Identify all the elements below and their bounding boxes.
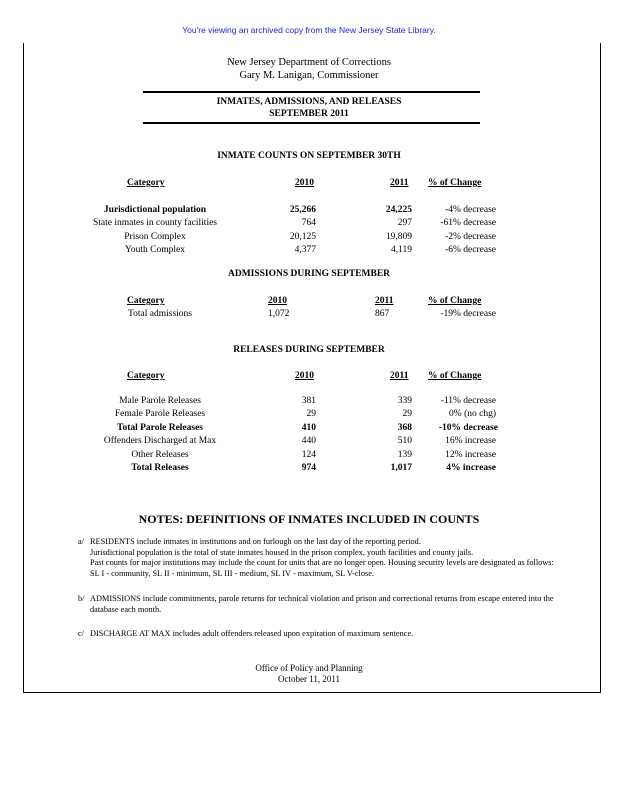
- row-change: -4% decrease: [445, 205, 496, 215]
- row-category: Offenders Discharged at Max: [103, 436, 217, 446]
- row-category: Jurisdictional population: [103, 205, 207, 215]
- department-name: New Jersey Department of Corrections: [227, 57, 391, 68]
- row-change: 12% increase: [445, 450, 496, 460]
- row-2011: 24,225: [385, 205, 412, 215]
- note-body: ADMISSIONS include commitments, parole returns for technical violation and prison and correctional returns from escape entered into the database each month.: [90, 594, 554, 614]
- col-category-header: Category: [127, 296, 165, 306]
- row-change: -10% decrease: [438, 423, 498, 433]
- row-change: -19% decrease: [440, 309, 496, 319]
- row-2011: 19,809: [385, 232, 412, 242]
- note-label: a/: [78, 537, 84, 546]
- col-2011-header: 2011: [390, 178, 409, 188]
- footer-date: October 11, 2011: [277, 674, 341, 684]
- footer-office: Office of Policy and Planning: [255, 663, 363, 673]
- row-2011: 297: [397, 218, 412, 228]
- row-2010: 25,266: [289, 205, 316, 215]
- col-2010-header: 2010: [268, 296, 287, 306]
- row-2011: 4,119: [390, 245, 412, 255]
- col-change-header: % of Change: [428, 371, 482, 381]
- note-line: RESIDENTS include inmates in institutions and on furlough on the last day of the reporting period.: [90, 537, 421, 546]
- row-category: Total Releases: [131, 463, 189, 473]
- row-2011: 867: [375, 309, 390, 319]
- row-category: Female Parole Releases: [114, 409, 206, 419]
- report-period: SEPTEMBER 2011: [269, 109, 349, 119]
- releases-heading: RELEASES DURING SEPTEMBER: [233, 345, 385, 355]
- row-2010: 974: [301, 463, 316, 473]
- col-2011-header: 2011: [375, 296, 394, 306]
- note-body: DISCHARGE AT MAX includes adult offenders released upon expiration of maximum sentence.: [90, 629, 414, 638]
- row-2010: 124: [301, 450, 316, 460]
- row-category: Male Parole Releases: [119, 396, 201, 406]
- col-change-header: % of Change: [428, 178, 482, 188]
- row-change: -6% decrease: [445, 245, 496, 255]
- archive-banner: You're viewing an archived copy from the New Jersey State Library.: [182, 25, 436, 35]
- row-category: Other Releases: [131, 450, 189, 460]
- row-change: -61% decrease: [440, 218, 496, 228]
- row-2011: 139: [397, 450, 412, 460]
- frame-bottom-border: [23, 692, 601, 693]
- row-2010: 410: [301, 423, 316, 433]
- notes-heading: NOTES: DEFINITIONS OF INMATES INCLUDED IN COUNTS: [138, 512, 480, 526]
- admissions-heading: ADMISSIONS DURING SEPTEMBER: [227, 269, 391, 279]
- note-label: b/: [78, 594, 85, 603]
- commissioner-name: Gary M. Lanigan, Commissioner: [239, 70, 379, 81]
- row-category: Youth Complex: [124, 245, 185, 255]
- row-change: 0% (no chg): [449, 409, 496, 419]
- col-change-header: % of Change: [428, 296, 482, 306]
- row-category: State inmates in county facilities: [93, 218, 217, 228]
- row-2010: 764: [301, 218, 316, 228]
- col-category-header: Category: [127, 178, 165, 188]
- note-label: c/: [78, 629, 84, 638]
- note-line: Jurisdictional population is the total of state inmates housed in the prison complex, youth facilities and county jails.: [90, 547, 474, 557]
- row-category: Prison Complex: [124, 232, 186, 242]
- row-2011: 1,017: [390, 463, 412, 473]
- row-2010: 29: [306, 409, 316, 419]
- note-body: [90, 537, 560, 579]
- row-change: 4% increase: [446, 463, 496, 473]
- col-2010-header: 2010: [295, 178, 314, 188]
- col-category-header: Category: [127, 371, 165, 381]
- title-rule-top: [143, 91, 480, 93]
- row-category: Total admissions: [128, 309, 192, 319]
- row-2011: 510: [397, 436, 412, 446]
- col-2011-header: 2011: [390, 371, 409, 381]
- inmate-counts-heading: INMATE COUNTS ON SEPTEMBER 30TH: [217, 151, 401, 161]
- row-change: -2% decrease: [445, 232, 496, 242]
- row-2010: 440: [301, 436, 316, 446]
- title-rule-bottom: [143, 122, 480, 124]
- col-2010-header: 2010: [295, 371, 314, 381]
- row-change: 16% increase: [445, 436, 496, 446]
- row-2010: 4,377: [294, 245, 316, 255]
- row-change: -11% decrease: [440, 396, 496, 406]
- row-2011: 339: [397, 396, 412, 406]
- row-category: Total Parole Releases: [116, 423, 203, 433]
- row-2010: 381: [301, 396, 316, 406]
- row-2010: 20,125: [289, 232, 316, 242]
- row-2011: 29: [402, 409, 412, 419]
- note-line: Past counts for major institutions may include the count for units that are no longer open. Housing security levels are designated as follows: SL I - community, SL II - minimum, SL III - medium, SL IV - maximum, SL V-close.: [90, 558, 554, 578]
- row-2011: 368: [397, 423, 412, 433]
- row-2010: 1,072: [268, 309, 290, 319]
- report-title: INMATES, ADMISSIONS, AND RELEASES: [216, 97, 402, 107]
